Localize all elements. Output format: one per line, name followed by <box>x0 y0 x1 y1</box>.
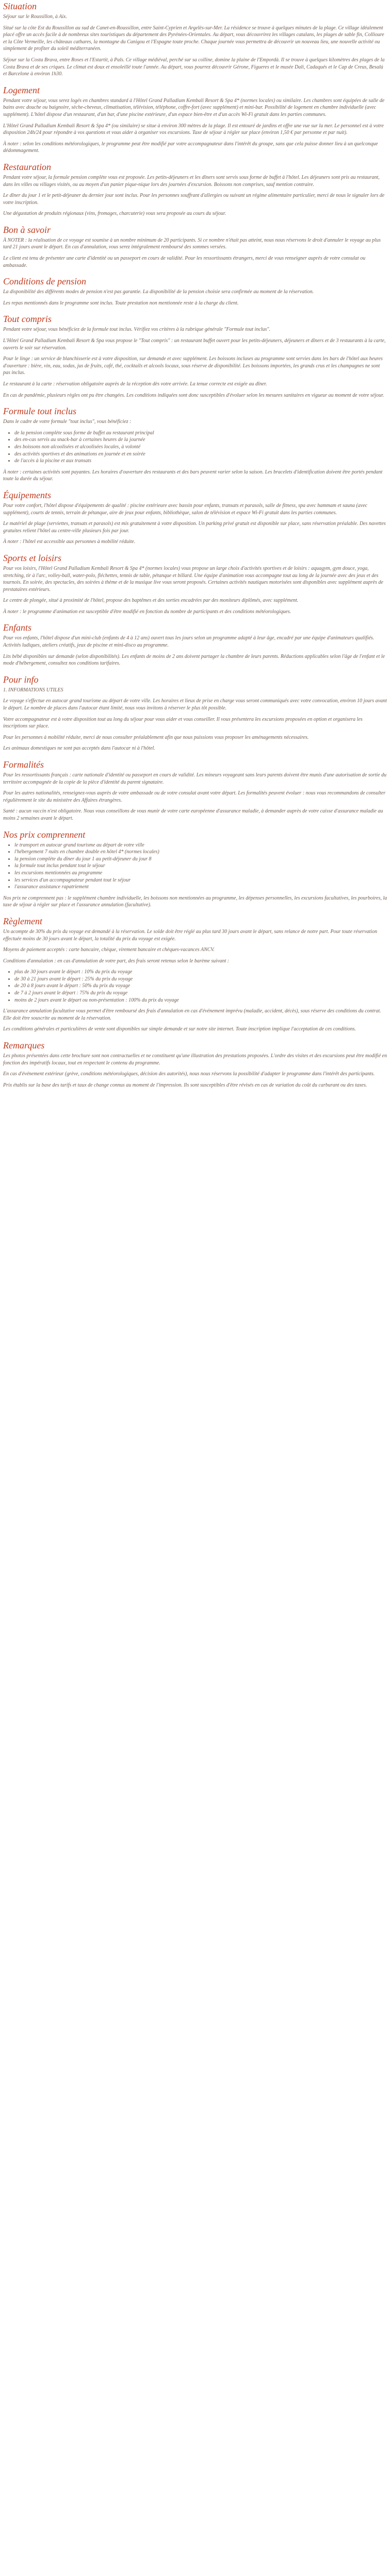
section-bon-savoir <box>3 225 388 269</box>
paragraph: À noter : selon les conditions météorologiques, le programme peut être modifié par votre accompagnateur dans l'intérêt du groupe, sans que cela puisse donner lieu à un quelconque dédommagement. <box>3 141 378 154</box>
section-tout-compris <box>3 314 388 399</box>
paragraph: Les repas mentionnés dans le programme sont inclus. Toute prestation non mentionnée reste à la charge du client. <box>3 300 239 306</box>
section-sports <box>3 553 388 616</box>
paragraph: Les animaux domestiques ne sont pas acceptés dans l'autocar ni à l'hôtel. <box>3 745 155 752</box>
paragraph: Le restaurant à la carte : réservation obligatoire auprès de la réception dès votre arrivée. La tenue correcte est exigée au dîner. <box>3 381 267 387</box>
paragraph: En cas d'événement extérieur (grève, conditions météorologiques, décision des autorités), nous nous réservons la possibilité d'adapter le programme dans l'intérêt des participants. <box>3 1071 375 1077</box>
paragraph: Nos prix ne comprennent pas : le supplément chambre individuelle, les boissons non mentionnées au programme, les dépenses personnelles, les excursions facultatives, les pourboires, la taxe de séjour à régler sur place et l'assurance annulation (facultative). <box>3 895 387 908</box>
paragraph: Pour vos loisirs, l'Hôtel Grand Palladium Kembali Resort & Spa 4* (normes locales) vous propose un large choix d'activités sportives et de loisirs : aquagym, gym douce, yoga, stretching, tir à l'arc, volley-ball, water-polo, fléchettes, tennis de table, pétanque et billard. Une équipe d'animation vous accompagne tout au long de la journée avec des jeux et des tournois. En soirée, des spectacles, des soirées à thème et de la musique live vous seront proposés. Certaines activités nautiques motorisées sont disponibles avec supplément auprès de prestataires extérieurs. <box>3 565 383 592</box>
section-prix <box>3 829 388 909</box>
paragraph: Pour les ressortissants français : carte nationale d'identité ou passeport en cours de validité. Les mineurs voyageant sans leurs parents doivent être munis d'une autorisation de sortie du territoire accompagnée de la copie de la pièce d'identité du parent signataire. <box>3 772 387 785</box>
paragraph: Un acompte de 30% du prix du voyage est demandé à la réservation. Le solde doit être réglé au plus tard 30 jours avant le départ, sans relance de notre part. Pour toute réservation effectuée moins de 30 jours avant le départ, la totalité du prix du voyage est exigée. <box>3 928 378 942</box>
section-title: Tout compris <box>3 314 52 325</box>
paragraph: 1. INFORMATIONS UTILES <box>3 687 63 693</box>
section-title: Restauration <box>3 161 51 172</box>
bullet-list <box>3 969 388 1004</box>
list-item: • de l'accès à la piscine et aux transats <box>14 457 388 465</box>
section-title: Enfants <box>3 622 32 633</box>
paragraph: Pour le linge : un service de blanchisserie est à votre disposition, sur demande et avec supplément. Les boissons incluses au programme sont servies dans les bars de l'hôtel aux heures d'ouverture : bière, vin, eau, sodas, jus de fruits, café, thé, cocktails et alcools locaux, sous réserve de disponibilité. Les boissons importées, les grands crus et les champagnes ne sont pas inclus. <box>3 356 383 376</box>
paragraph: Le matériel de plage (serviettes, transats et parasols) est mis gratuitement à votre disposition. Un parking privé gratuit est disponible sur place, sans réservation préalable. Des navettes gratuites relient l'hôtel au centre-ville plusieurs fois par jour. <box>3 521 386 534</box>
section-title: Nos prix comprennent <box>3 829 86 840</box>
list-item: • de 7 à 2 jours avant le départ : 75% du prix du voyage <box>14 990 388 997</box>
list-item: • des en-cas servis au snack-bar à certaines heures de la journée <box>14 436 388 444</box>
paragraph: En cas de pandémie, plusieurs règles ont pu être changées. Les conditions indiquées sont donc susceptibles d'évoluer selon les mesures sanitaires en vigueur au moment de votre séjour. <box>3 392 384 398</box>
list-item: • de 30 à 21 jours avant le départ : 25% du prix du voyage <box>14 976 388 983</box>
section-infos <box>3 674 388 752</box>
paragraph: Les conditions générales et particulières de vente sont disponibles sur simple demande et sur notre site internet. Toute inscription implique l'acceptation de ces conditions. <box>3 1026 356 1032</box>
paragraph: Situé sur la côte Est du Roussillon au sud de Canet-en-Roussillon, entre Saint-Cyprien et Argelès-sur-Mer. La résidence se trouve à quelques minutes de la plage. Ce village idéalement placé offre un accès facile à de nombreux sites touristiques du département des Pyrénées-Orientales. Au départ, vous découvrirez les villages catalans, les plages de sable fin, Collioure et la Côte Vermeille, les châteaux cathares, la montagne du Canigou et l'Espagne toute proche. Chaque journée vous permettra de découvrir un nouveau lieu, une nouvelle activité ou simplement de profiter du soleil méditerranéen. <box>3 25 384 52</box>
section-title: Remarques <box>3 1040 45 1051</box>
list-item: • les services d'un accompagnateur pendant tout le séjour <box>14 877 388 884</box>
list-item: • de la pension complète sous forme de buffet au restaurant principal <box>14 430 388 437</box>
paragraph: Pour vos enfants, l'hôtel dispose d'un mini-club (enfants de 4 à 12 ans) ouvert tous les jours selon un programme adapté à leur âge, encadré par une équipe d'animateurs qualifiés. Activités ludiques, ateliers créatifs, jeux de piscine et mini-disco au programme. <box>3 635 374 649</box>
list-item: • le transport en autocar grand tourisme au départ de votre ville <box>14 842 388 849</box>
section-formule <box>3 406 388 483</box>
paragraph: Le dîner du jour 1 et le petit-déjeuner du dernier jour sont inclus. Pour les personnes souffrant d'allergies ou suivant un régime alimentaire particulier, merci de nous le signaler lors de votre inscription. <box>3 193 385 206</box>
bullet-list <box>3 842 388 891</box>
section-title: Pour info <box>3 674 39 685</box>
section-equipements <box>3 490 388 546</box>
list-item: • l'assurance assistance rapatriement <box>14 884 388 891</box>
section-title: Situation <box>3 1 37 11</box>
paragraph: Pour votre confort, l'hôtel dispose d'équipements de qualité : piscine extérieure avec bassin pour enfants, transats et parasols, salle de fitness, spa avec hammam et sauna (avec supplément), courts de tennis, terrain de pétanque, aire de jeux pour enfants, bibliothèque, salon de télévision et espace Wi-Fi gratuit dans les parties communes. <box>3 502 368 516</box>
paragraph: Une dégustation de produits régionaux (vins, fromages, charcuterie) vous sera proposée au cours du séjour. <box>3 211 226 217</box>
paragraph: Pendant votre séjour, la formule pension complète vous est proposée. Les petits-déjeuners et les dîners sont servis sous forme de buffet à l'hôtel. Les déjeuners sont pris au restaurant, dans les villes ou villages visités, ou au moyen d'un panier pique-nique lors des journées d'excursion. Boissons non comprises, sauf mention contraire. <box>3 174 380 188</box>
section-formalites <box>3 759 388 822</box>
paragraph: À noter : le programme d'animation est susceptible d'être modifié en fonction du nombre de participants et des conditions météorologiques. <box>3 608 291 615</box>
section-title: Conditions de pension <box>3 276 86 287</box>
section-remarques <box>3 1040 388 1089</box>
section-title: Équipements <box>3 489 51 500</box>
paragraph: Le client est tenu de présenter une carte d'identité ou un passeport en cours de validité. Pour les ressortissants étrangers, merci de vous renseigner auprès de votre consulat ou ambassade. <box>3 256 366 268</box>
list-item: • la formule tout inclus pendant tout le séjour <box>14 862 388 870</box>
paragraph: L'Hôtel Grand Palladium Kembali Resort & Spa vous propose le "Tout compris" : un restaurant buffet ouvert pour les petits-déjeuners, déjeuners et dîners et de 3 restaurants à la carte, ouverts le soir sur réservation. <box>3 338 386 351</box>
list-item: • des activités sportives et des animations en journée et en soirée <box>14 451 388 458</box>
list-item: • plus de 30 jours avant le départ : 10% du prix du voyage <box>14 969 388 976</box>
list-item: • les excursions mentionnées au programme <box>14 870 388 877</box>
list-item: • moins de 2 jours avant le départ ou non-présentation : 100% du prix du voyage <box>14 997 388 1004</box>
paragraph: La disponibilité des différents modes de pension n'est pas garantie. La disponibilité de la pension choisie sera confirmée au moment de la réservation. <box>3 289 314 295</box>
paragraph: À noter : certaines activités sont payantes. Les horaires d'ouverture des restaurants et des bars peuvent varier selon la saison. Les bracelets d'identification doivent être portés pendant toute la durée du séjour. <box>3 469 383 482</box>
paragraph: Moyens de paiement acceptés : carte bancaire, chèque, virement bancaire et chèques-vacances ANCV. <box>3 947 215 953</box>
section-situation <box>3 1 388 78</box>
paragraph: Pour les autres nationalités, renseignez-vous auprès de votre ambassade ou de votre consulat avant votre départ. Les formalités peuvent évoluer : nous vous recommandons de consulter régulièrement le site du ministère des Affaires étrangères. <box>3 790 386 803</box>
section-reglement <box>3 916 388 1033</box>
section-conditions <box>3 276 388 307</box>
list-item: • la pension complète du dîner du jour 1 au petit-déjeuner du jour 8 <box>14 856 388 863</box>
section-title: Bon à savoir <box>3 224 51 235</box>
paragraph: Santé : aucun vaccin n'est obligatoire. Nous vous conseillons de vous munir de votre carte européenne d'assurance maladie, à demander auprès de votre caisse d'assurance maladie au moins 2 semaines avant le départ. <box>3 808 383 821</box>
section-title: Sports et loisirs <box>3 552 62 563</box>
list-item: • des boissons non alcoolisées et alcoolisées locales, à volonté <box>14 444 388 451</box>
paragraph: Le voyage s'effectue en autocar grand tourisme au départ de votre ville. Les horaires et lieux de prise en charge vous seront communiqués avec votre convocation, environ 10 jours avant le départ. Le nombre de places dans l'autocar étant limité, nous vous invitons à réserver le plus tôt possible. <box>3 698 387 711</box>
paragraph: À NOTER : la réalisation de ce voyage est soumise à un nombre minimum de 20 participants. Si ce nombre n'était pas atteint, nous nous réservons le droit d'annuler le voyage au plus tard 21 jours avant le départ. En cas d'annulation, vous serez intégralement remboursé des sommes versées. <box>3 237 381 250</box>
paragraph: Pendant votre séjour, vous serez logés en chambres standard à l'Hôtel Grand Palladium Kembali Resort & Spa 4* (normes locales) ou similaire. Les chambres sont équipées de salle de bains avec douche ou baignoire, sèche-cheveux, climatisation, télévision, téléphone, coffre-fort (avec supplément) et mini-bar. Possibilité de logement en chambre individuelle (avec supplément). L'hôtel dispose d'un restaurant, d'un bar, d'une piscine extérieure, d'un espace bien-être et d'un accès Wi-Fi gratuit dans les parties communes. <box>3 97 385 117</box>
paragraph: Le centre de plongée, situé à proximité de l'hôtel, propose des baptêmes et des sorties encadrées par des moniteurs diplômés, avec supplément. <box>3 598 299 604</box>
paragraph: Séjour sur la Costa Brava, entre Roses et l'Estartit, à Pals. Ce village médiéval, perché sur sa colline, domine la plaine de l'Empordà. Il se trouve à quelques kilomètres des plages de la Costa Brava et de ses criques. Le climat est doux et ensoleillé toute l'année. Au départ, vous pourrez découvrir Gérone, Figueres et le musée Dalí, Cadaqués et le Cap de Creus, Besalú et Barcelone à environ 1h30. <box>3 57 385 77</box>
section-enfants <box>3 622 388 667</box>
paragraph: L'assurance annulation facultative vous permet d'être remboursé des frais d'annulation en cas d'événement imprévu (maladie, accident, décès), sous réserve des conditions du contrat. Elle doit être souscrite au moment de la réservation. <box>3 1008 381 1021</box>
paragraph: Pour les personnes à mobilité réduite, merci de nous consulter préalablement afin que nous puissions vous proposer les aménagements nécessaires. <box>3 734 309 740</box>
paragraph: Pendant votre séjour, vous bénéficiez de la formule tout inclus. Vérifiez vos critères à la rubrique générale "Formule tout inclus". <box>3 327 271 333</box>
paragraph: L'Hôtel Grand Palladium Kembali Resort & Spa 4* (ou similaire) se situe à environ 300 mètres de la plage. Il est entouré de jardins et offre une vue sur la mer. Le personnel est à votre disposition 24h/24 pour répondre à vos questions et vous aider à organiser vos excursions. Taxe de séjour à régler sur place (environ 1,50 € par personne et par nuit). <box>3 123 384 136</box>
bullet-list <box>3 430 388 465</box>
paragraph: Votre accompagnateur est à votre disposition tout au long du séjour pour vous aider et vous conseiller. Il vous présentera les excursions proposées en option et organisera les inscriptions sur place. <box>3 716 363 730</box>
list-item: • l'hébergement 7 nuits en chambre double en hôtel 4* (normes locales) <box>14 849 388 856</box>
paragraph: Lits bébé disponibles sur demande (selon disponibilités). Les enfants de moins de 2 ans doivent partager la chambre de leurs parents. Réductions applicables selon l'âge de l'enfant et le mode d'hébergement, consultez nos conditions tarifaires. <box>3 653 385 667</box>
paragraph: Conditions d'annulation : en cas d'annulation de votre part, des frais seront retenus selon le barème suivant : <box>3 958 230 964</box>
section-title: Formalités <box>3 759 44 770</box>
section-title: Règlement <box>3 916 42 926</box>
paragraph: Prix établis sur la base des tarifs et taux de change connus au moment de l'impression. Ils sont susceptibles d'être révisés en cas de variation du coût du carburant ou des taxes. <box>3 1082 367 1088</box>
paragraph: Les photos présentées dans cette brochure sont non contractuelles et ne constituent qu'une illustration des prestations proposées. L'ordre des visites et des excursions peut être modifié en fonction des impératifs locaux, tout en respectant le contenu du programme. <box>3 1053 387 1066</box>
section-title: Formule tout inclus <box>3 406 76 417</box>
paragraph: Séjour sur le Roussillon, à Aix. <box>3 14 67 20</box>
paragraph: Dans le cadre de votre formule "tout inclus", vous bénéficiez : <box>3 419 132 425</box>
list-item: • de 20 à 8 jours avant le départ : 50% du prix du voyage <box>14 982 388 990</box>
section-title: Logement <box>3 84 40 95</box>
section-restauration <box>3 162 388 217</box>
paragraph: À noter : l'hôtel est accessible aux personnes à mobilité réduite. <box>3 539 136 545</box>
section-logement <box>3 85 388 155</box>
